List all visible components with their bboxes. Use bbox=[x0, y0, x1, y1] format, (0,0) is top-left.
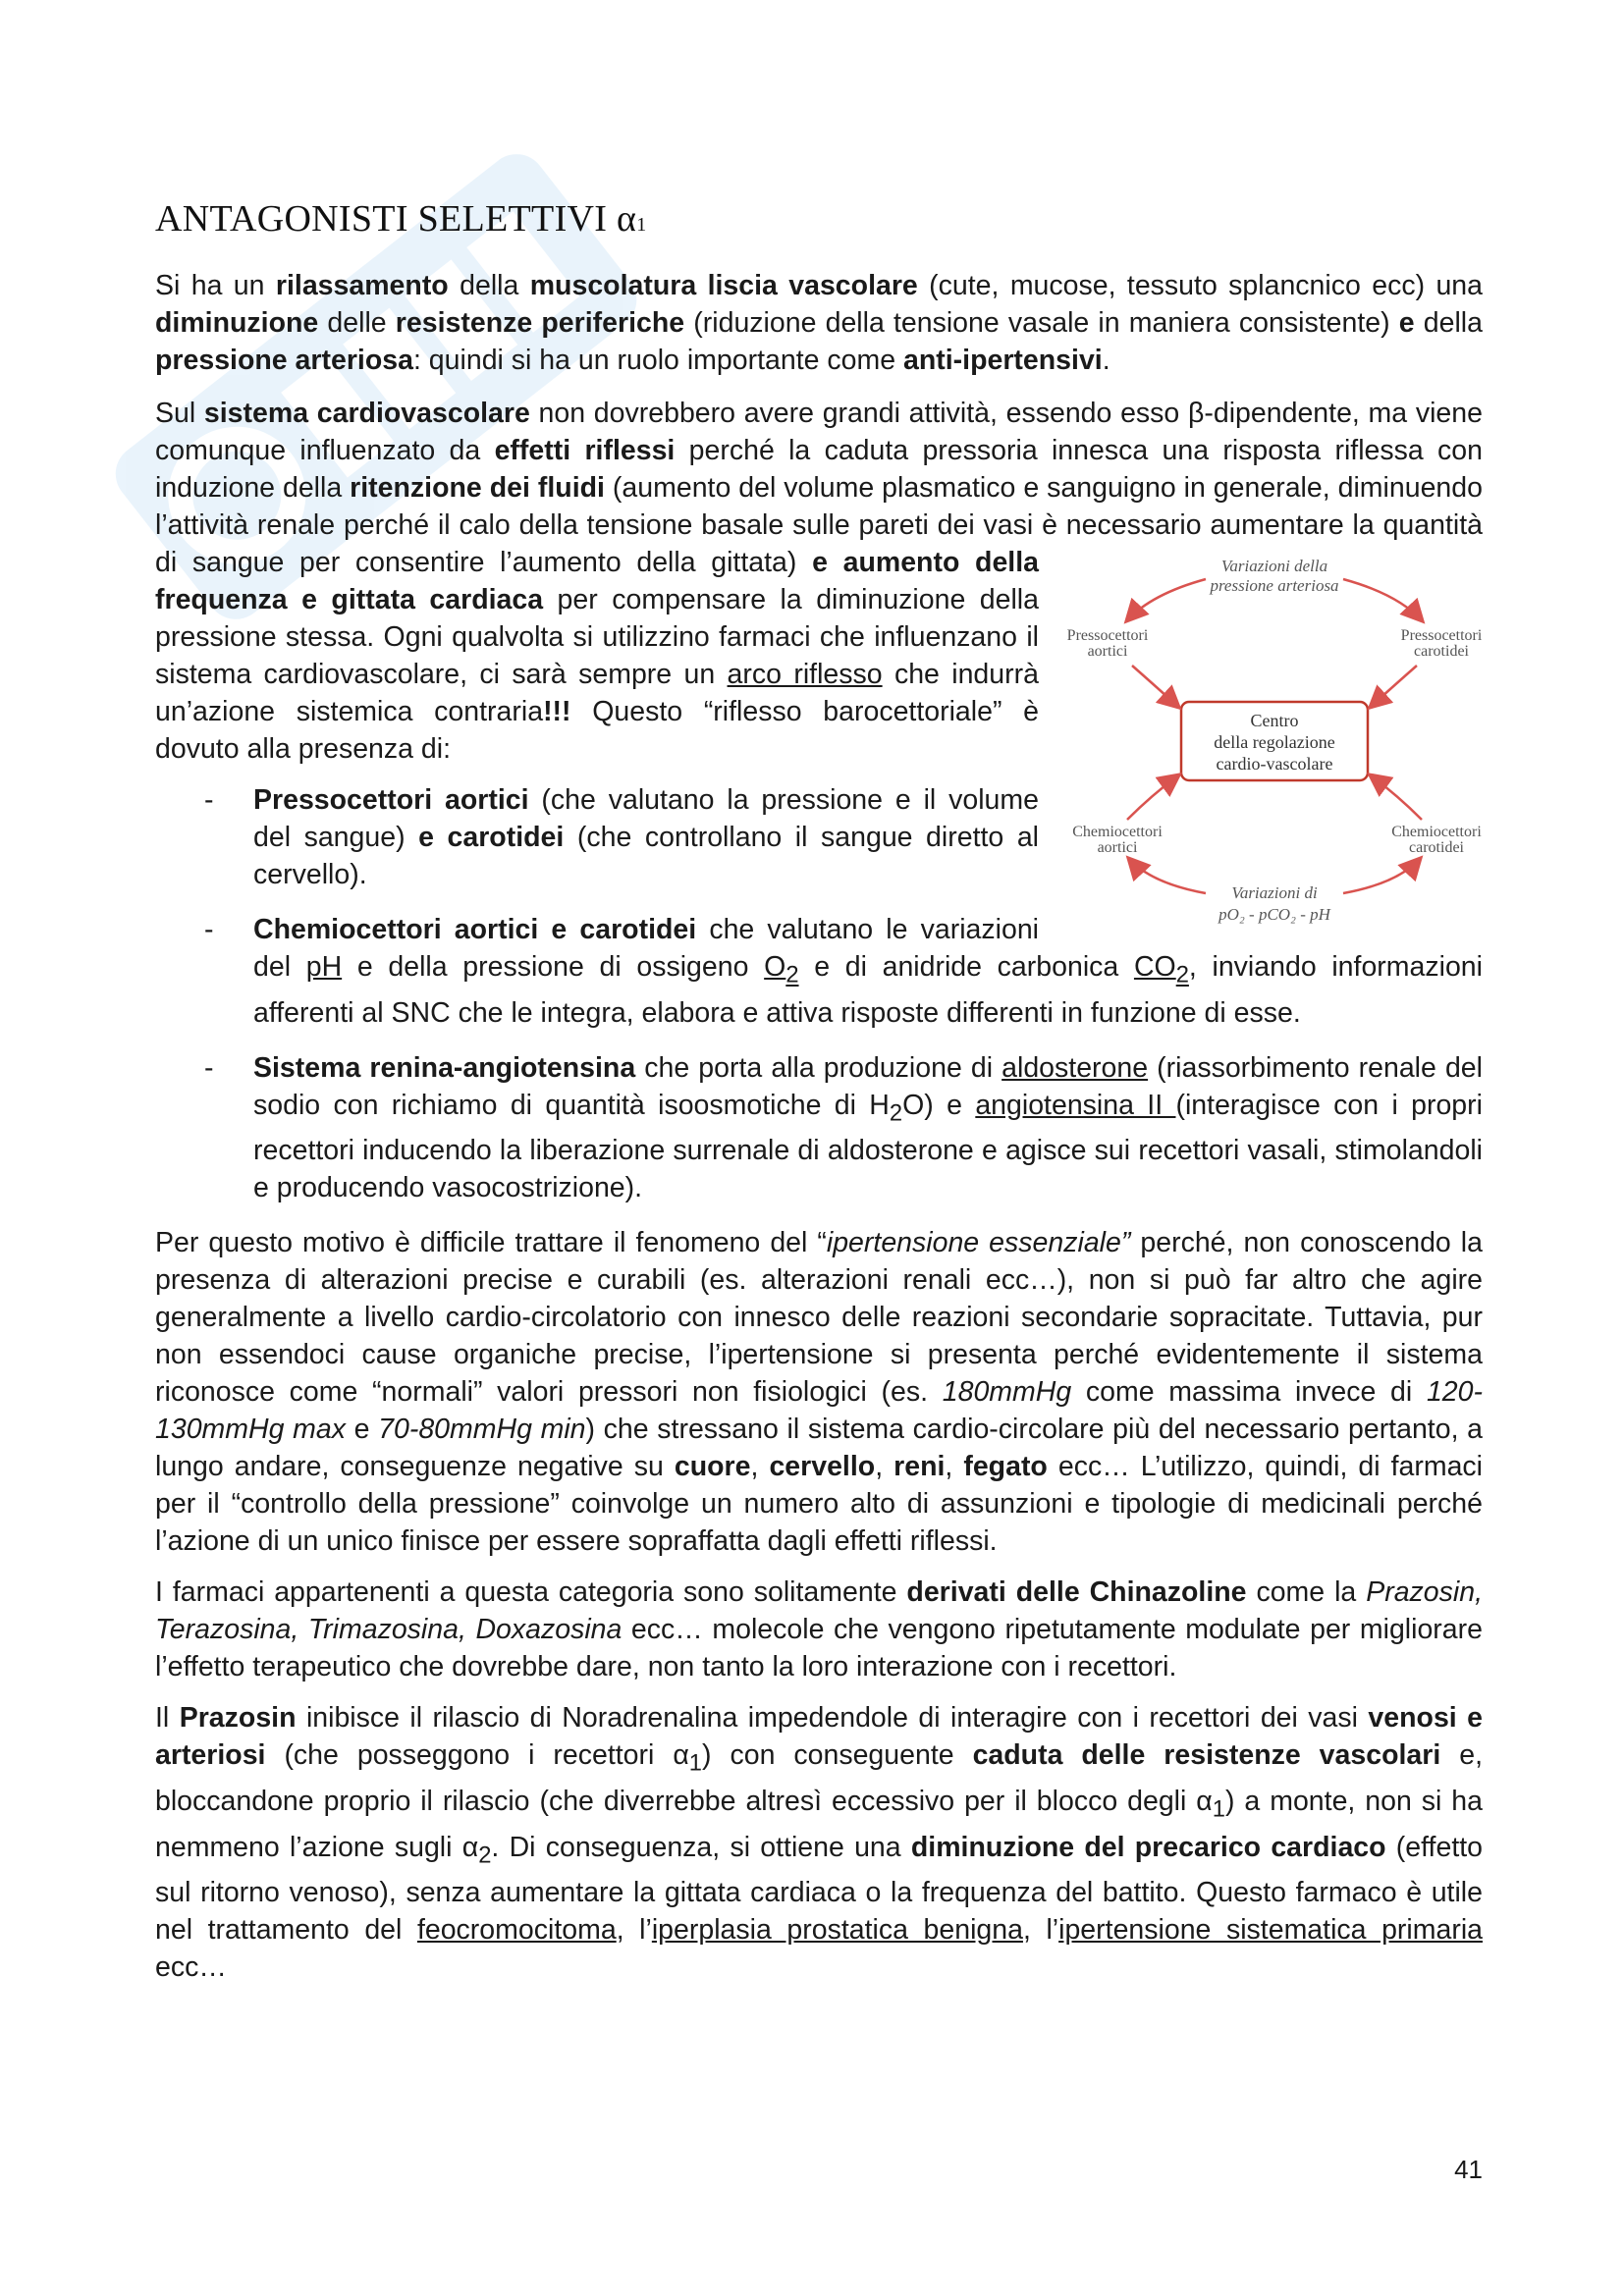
paragraph-intro: Si ha un rilassamento della muscolatura liscia vascolare (cute, mucose, tessuto splancnico ecc) una diminuzione delle resistenze periferiche (riduzione della tensione vasale in maniera consistente) e della pressione arteriosa: quindi si ha un ruolo importante come anti-ipertensivi. bbox=[155, 270, 1483, 376]
diagram-label-right-bot: Chemiocettori bbox=[1391, 824, 1482, 840]
diagram-label-left-bot2: aortici bbox=[1097, 839, 1138, 856]
diagram-label-bottom2: pO₂ - pCO₂ - pH bbox=[1218, 905, 1330, 924]
diagram-label-left-top: Pressocettori bbox=[1066, 627, 1149, 644]
main-content bbox=[155, 196, 1483, 2000]
list-and-diagram bbox=[155, 395, 1483, 1224]
diagram-center-line1: Centro bbox=[1250, 711, 1299, 730]
diagram-label-right-top: Pressocettori bbox=[1400, 627, 1483, 644]
paragraph-prazosin: Il Prazosin inibisce il rilascio di Noradrenalina impedendole di interagire con i recettori dei vasi venosi e arteriosi (che posseggono i recettori $\alpha_1$) con conseguente caduta delle resistenze vascolari e, bloccandone proprio il rilascio (che diverrebbe altresì eccessivo per il blocco degli $\alpha_1$) a monte, non si ha nemmeno l’azione sugli $\alpha_2$. Di conseguenza, si ottiene una diminuzione del precarico cardiaco (effetto sul ritorno venoso), senza aumentare la gittata cardiaca o la frequenza del battito. Questo farmaco è utile nel trattamento del feocromocitoma, l’iperplasia prostatica benigna, l’ipertensione sistematica primaria ecc… bbox=[155, 1702, 1484, 1984]
diagram-label-top2: pressione arteriosa bbox=[1210, 576, 1339, 595]
arrow-right-center bbox=[1371, 666, 1417, 707]
arrow-top-right bbox=[1343, 579, 1422, 620]
paragraph-essential-hypertension: Per questo motivo è difficile trattare il fenomeno del “ipertensione essenziale” perché, non conoscendo la presenza di alterazioni precise e curabili (es. alterazioni renali ecc…), non si può far altro che agire generalmente a livello cardio-circolatorio con innesco delle reazioni secondarie sopracitate. Tuttavia, pur non essendoci cause organiche precise, l’ipertensione si presenta perché evidentemente il sistema riconosce come “normali” valori pressori non fisiologici (es. 180mmHg come massima invece di 120-130mmHg max e 70-80mmHg min) che stressano il sistema cardio-circolare più del necessario pertanto, a lungo andare, conseguenze negative su cuore, cervello, reni, fegato ecc… L’utilizzo, quindi, di farmaci per il “controllo della pressione” coinvolge un numero alto di assunzioni e tipologie di medicinali perché l’azione di un unico finisce per essere sopraffatta dagli effetti riflessi. bbox=[155, 1227, 1483, 1558]
diagram-label-left-bot: Chemiocettori bbox=[1072, 824, 1163, 840]
diagram-center-line3: cardio-vascolare bbox=[1216, 754, 1333, 774]
diagram-label-right-top2: carotidei bbox=[1414, 643, 1469, 660]
paragraph-chinazoline: I farmaci appartenenti a questa categoria sono solitamente derivati delle Chinazoline come la Prazosin, Terazosina, Trimazosina, Doxazosina ecc… molecole che vengono ripetutamente modulate per migliorare l’effetto terapeutico che dovrebbe dare, non tanto la loro interazione con i recettori. bbox=[155, 1576, 1483, 1683]
diagram-label-right-bot2: carotidei bbox=[1409, 839, 1464, 856]
list-item: - Chemiocettori aortici e carotidei che valutano le variazioni del pH e della pressione di ossigeno $O_2$ e di anidride carbonica $CO_2$, inviando informazioni afferenti al SNC che le integra, elabora e attiva risposte differenti in funzione di esse. bbox=[155, 911, 1483, 1032]
receptor-list bbox=[155, 781, 1483, 1206]
diagram-label-left-top2: aortici bbox=[1087, 643, 1128, 660]
page-number: 41 bbox=[1454, 2155, 1483, 2184]
diagram-label-bottom: Variazioni di bbox=[1231, 883, 1318, 902]
arrow-top-left bbox=[1127, 579, 1206, 620]
list-item: - Pressocettori aortici (che valutano la pressione e il volume del sangue) e carotidei (che controllano il sangue diretto al cervello). bbox=[155, 781, 1483, 893]
page-title: ANTAGONISTI SELETTIVI α1 bbox=[155, 198, 647, 240]
list-item: - Sistema renina-angiotensina che porta alla produzione di aldosterone (riassorbimento renale del sodio con richiamo di quantità isoosmotiche di $H_2O$) e angiotensina II (interagisce con i propri recettori inducendo la liberazione surrenale di aldosterone e agisce sui recettori vasali, stimolandoli e producendo vasocostrizione). bbox=[155, 1049, 1483, 1207]
diagram-center-line2: della regolazione bbox=[1214, 732, 1335, 752]
diagram-label-top: Variazioni della bbox=[1220, 557, 1328, 575]
arrow-left-center bbox=[1132, 666, 1178, 707]
paragraph-cardiovascular: Sul sistema cardiovascolare non dovrebbero avere grandi attività, essendo esso β-dipendente, ma viene comunque influenzato da effetti riflessi perché la caduta pressoria innesca una risposta riflessa con induzione della ritenzione dei fluidi (aumento del volume plasmatico e sanguigno in generale, diminuendo l’attività renale perché il calo della tensione basale sulle pareti dei vasi è necessario aumentare la quantità di sangue per consentire l’aumento della gittata) Variazioni della pressione arteriosa Pressocettori aortici Pressocettori carotidei Centro della regolazione cardio-vascolare Chemiocettori aortici Chemiocettori carotidei Variazioni di pO₂ - pCO₂ - pH e aumento della frequenza e gittata cardiaca per compensare la diminuzione della pressione stessa. Ogni qualvolta si utilizzino farmaci che influenzano il sistema cardiovascolare, ci sarà sempre un arco riflesso che indurrà un’azione sistemica contraria!!! Questo “riflesso barocettoriale” è dovuto alla presenza di: bbox=[155, 395, 1483, 768]
